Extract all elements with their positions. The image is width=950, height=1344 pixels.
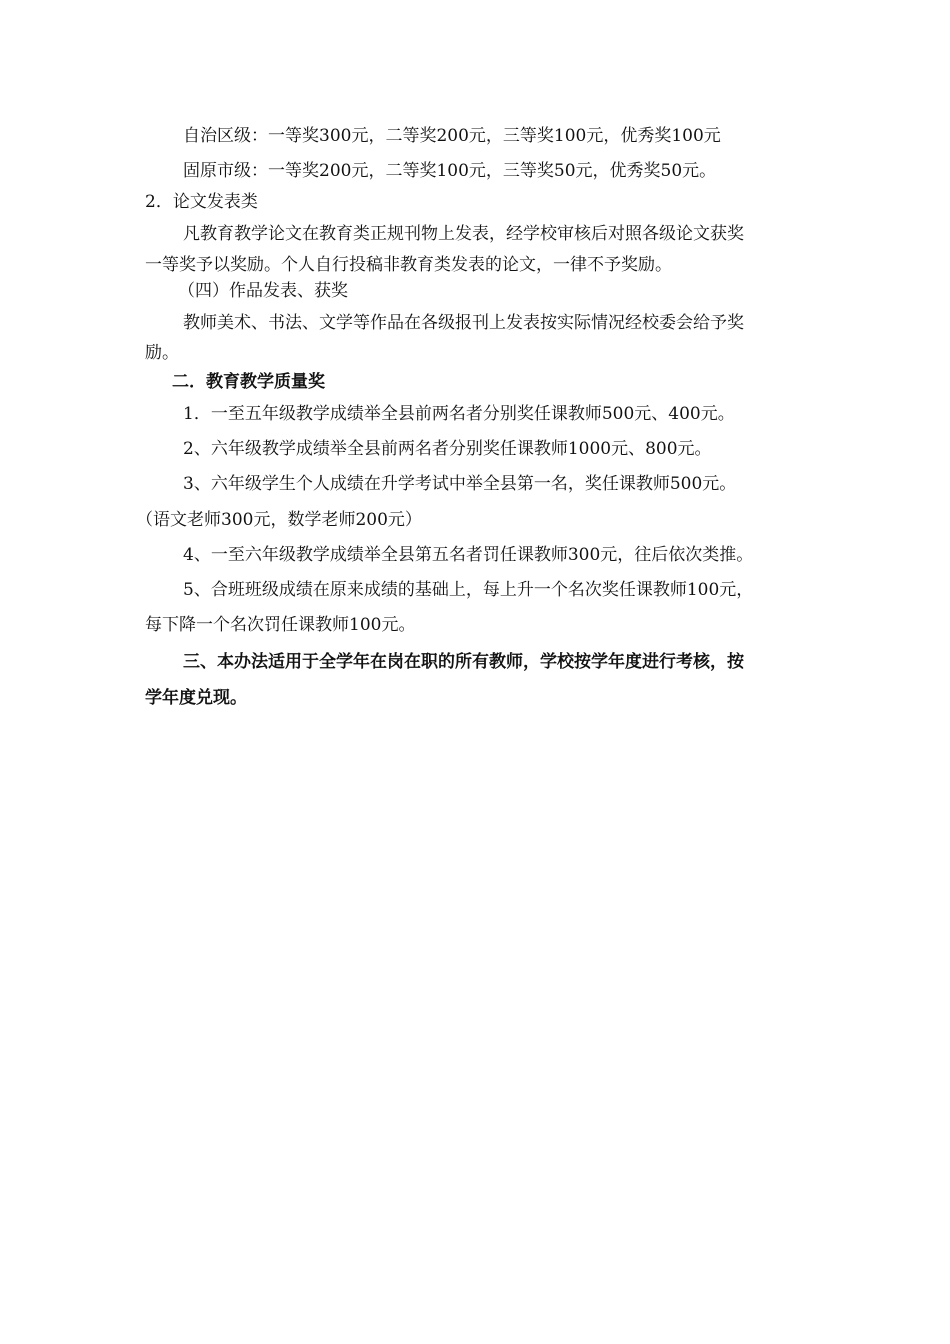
works-award-text-2: 励。	[145, 343, 179, 363]
quality-rule-2: 2、六年级教学成绩举全县前两名者分别奖任课教师1000元、800元。	[183, 439, 712, 459]
quality-rule-1: 1．一至五年级教学成绩举全县前两名者分别奖任课教师500元、400元。	[183, 404, 735, 424]
regional-award-line: 自治区级：一等奖300元，二等奖200元，三等奖100元，优秀奖100元	[183, 126, 721, 146]
city-award-line: 固原市级：一等奖200元，二等奖100元，三等奖50元，优秀奖50元。	[183, 161, 717, 181]
quality-rule-3-note: （语文老师300元，数学老师200元）	[136, 510, 422, 530]
policy-scope-line-1: 三、本办法适用于全学年在岗在职的所有教师，学校按学年度进行考核，按	[183, 652, 744, 672]
paper-publication-text-1: 凡教育教学论文在教育类正规刊物上发表，经学校审核后对照各级论文获奖	[183, 224, 744, 244]
works-award-text-1: 教师美术、书法、文学等作品在各级报刊上发表按实际情况经校委会给予奖	[183, 313, 744, 333]
quality-rule-3: 3、六年级学生个人成绩在升学考试中举全县第一名，奖任课教师500元。	[183, 474, 737, 494]
works-award-heading: （四）作品发表、获奖	[178, 281, 348, 301]
policy-scope-line-2: 学年度兑现。	[145, 688, 247, 708]
paper-publication-heading: 2．论文发表类	[145, 192, 258, 212]
paper-publication-text-2: 一等奖予以奖励。个人自行投稿非教育类发表的论文，一律不予奖励。	[145, 255, 672, 275]
quality-rule-5-continued: 每下降一个名次罚任课教师100元。	[145, 615, 416, 635]
quality-rule-5: 5、合班班级成绩在原来成绩的基础上，每上升一个名次奖任课教师100元，	[183, 580, 754, 600]
teaching-quality-heading: 二．教育教学质量奖	[172, 372, 325, 392]
quality-rule-4: 4、一至六年级教学成绩举全县第五名者罚任课教师300元，往后依次类推。	[183, 545, 754, 565]
